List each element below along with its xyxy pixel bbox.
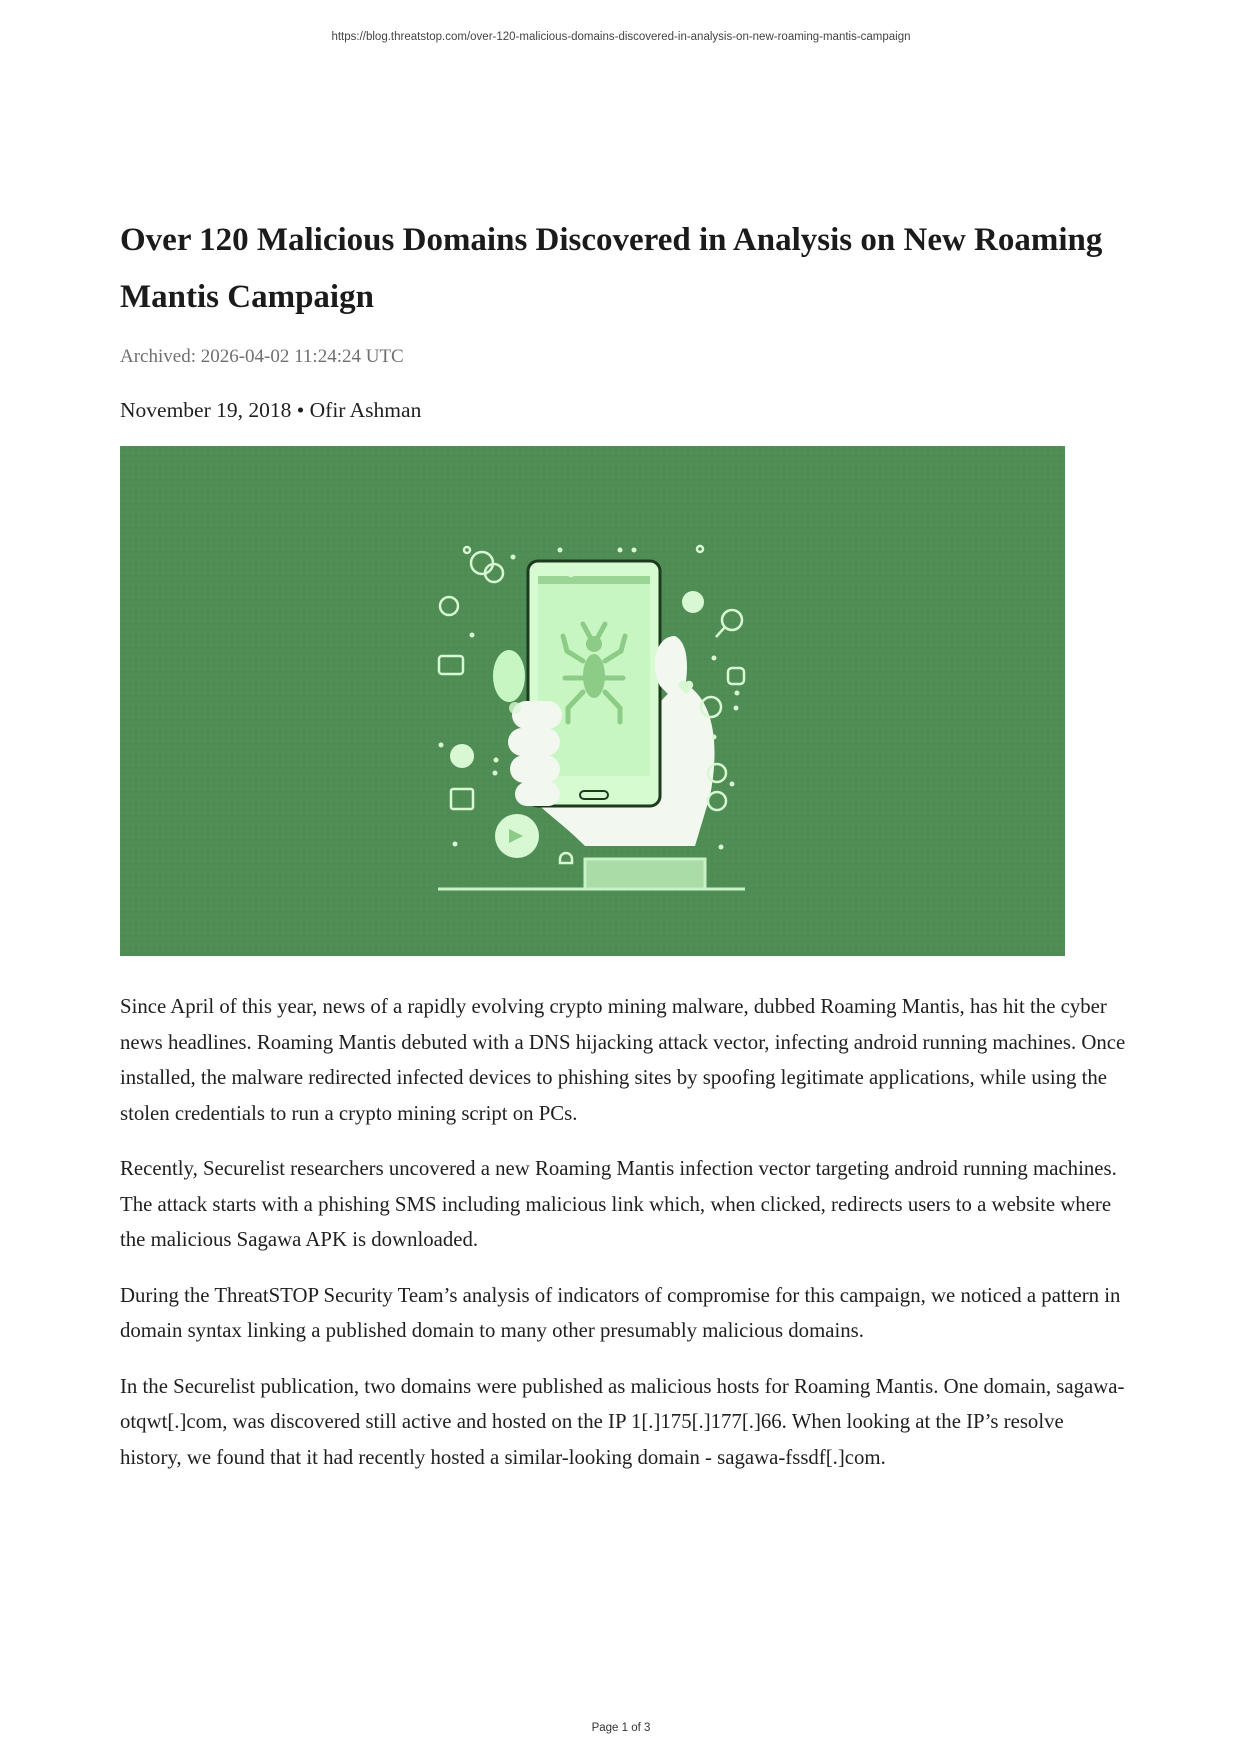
article-byline: November 19, 2018 • Ofir Ashman (120, 398, 422, 422)
paragraph-1: Since April of this year, news of a rapidly evolving crypto mining malware, dubbed Roaming Mantis, has hit the cyber news headlines. Roaming Mantis debuted with a DNS hijacking attack vector, infecting android running machines. Once installed, the malware redirected infected devices to phishing sites by spoofing legitimate applications, while using the stolen credentials to run a crypto mining script on PCs. (120, 995, 1126, 1125)
page-url: https://blog.threatstop.com/over-120-malicious-domains-discovered-in-analysis-on-new-roaming-mantis-campaign (331, 31, 911, 43)
hero-image (120, 446, 1065, 956)
archived-timestamp: Archived: 2026-04-02 11:24:24 UTC (120, 346, 404, 367)
paragraph-3: During the ThreatSTOP Security Team’s analysis of indicators of compromise for this campaign, we noticed a pattern in domain syntax linking a published domain to many other presumably malicious domains. (120, 1283, 1121, 1342)
paragraph-4: In the Securelist publication, two domains were published as malicious hosts for Roaming Mantis. One domain, sagawa-otqwt[.]com, was discovered still active and hosted on the IP 1[.]175[.]177[.]66. When looking at the IP’s resolve history, we found that it had recently hosted a similar-looking domain - sagawa-fssdf[.]com. (120, 1374, 1125, 1469)
paragraph-2: Recently, Securelist researchers uncovered a new Roaming Mantis infection vector targeting android running machines. The attack starts with a phishing SMS including malicious link which, when clicked, redirects users to a website where the malicious Sagawa APK is downloaded. (120, 1157, 1117, 1251)
article-body (120, 989, 1130, 1475)
page-number: Page 1 of 3 (591, 1722, 651, 1734)
article-title: Over 120 Malicious Domains Discovered in Analysis on New Roaming Mantis Campaign (120, 222, 1103, 315)
phone-bug-illustration-icon (120, 446, 1065, 956)
article (120, 212, 1130, 1495)
